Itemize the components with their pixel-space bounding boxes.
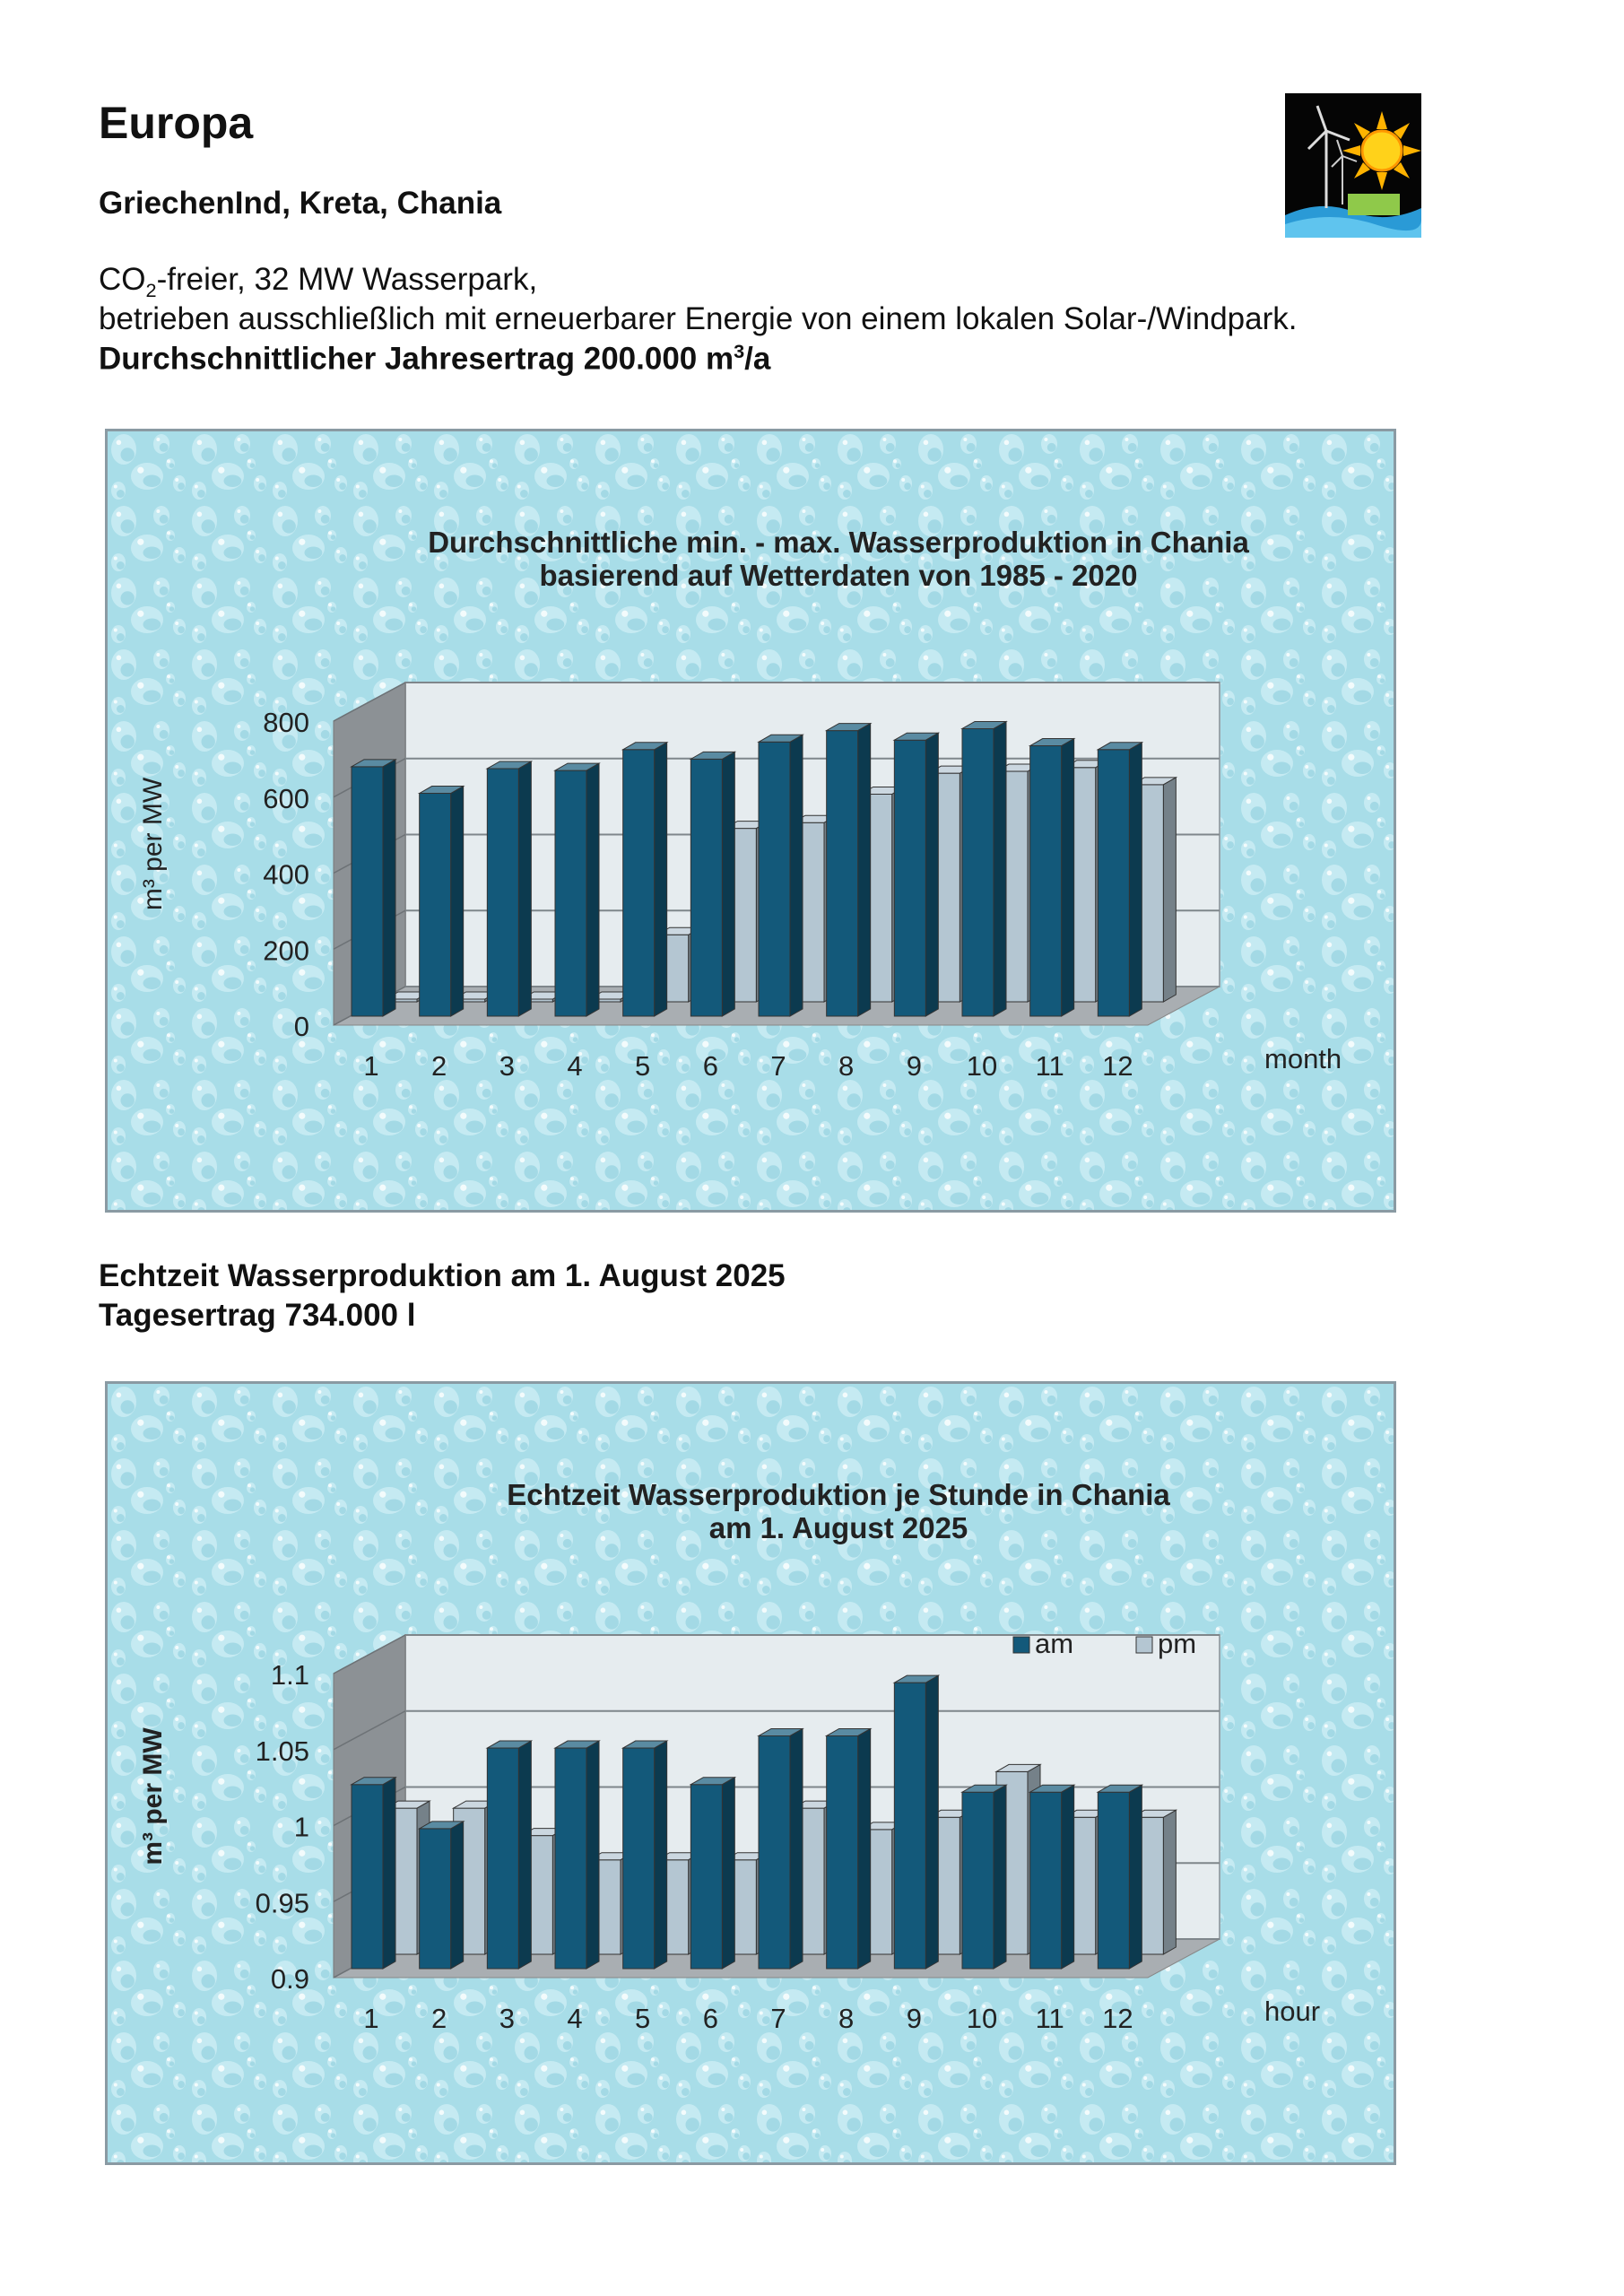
- description-line-2: betrieben ausschließlich mit erneuerbarer Energie von einem lokalen Solar-/Windpark.: [99, 301, 1298, 336]
- bar-front: [352, 1785, 383, 1969]
- bar-side: [1062, 1785, 1074, 1969]
- bar-side: [586, 763, 599, 1016]
- bar-side: [1163, 1810, 1176, 1954]
- bar-front: [420, 1829, 451, 1969]
- y-tick-label: 200: [263, 935, 309, 967]
- bar-front: [827, 1735, 858, 1969]
- x-tick-label: 8: [838, 1050, 855, 1082]
- x-tick-label: 5: [635, 2003, 651, 2034]
- y-axis-label: m³ per MW: [138, 1727, 168, 1866]
- chart-title: Echtzeit Wasserproduktion je Stunde in Chania: [507, 1478, 1170, 1511]
- bar: [894, 1675, 938, 1969]
- bar-side: [858, 1728, 871, 1969]
- bar-side: [383, 760, 395, 1016]
- y-tick-label: 600: [263, 782, 309, 814]
- x-tick-label: 3: [499, 1050, 515, 1082]
- x-tick-label: 11: [1035, 1050, 1064, 1082]
- bar: [759, 735, 803, 1016]
- bar-side: [655, 743, 667, 1016]
- x-tick-label: 6: [702, 1050, 718, 1082]
- bar-side: [1062, 739, 1074, 1016]
- y-tick-label: 1.05: [255, 1735, 309, 1767]
- bar-side: [518, 1741, 531, 1969]
- x-tick-label: 2: [431, 1050, 447, 1082]
- y-tick-label: 0.95: [255, 1887, 309, 1919]
- bar-front: [352, 767, 383, 1016]
- bar-front: [894, 1683, 925, 1969]
- bar: [1030, 1785, 1074, 1969]
- x-axis-label: month: [1264, 1043, 1342, 1074]
- bar-front: [690, 1785, 722, 1969]
- bar-side: [1129, 743, 1142, 1016]
- bar: [690, 1778, 734, 1969]
- bar-front: [962, 1792, 994, 1969]
- location-heading: GriechenInd, Kreta, Chania: [99, 186, 502, 221]
- solar-wind-logo-icon: [1285, 93, 1421, 238]
- bar-side: [722, 1778, 734, 1969]
- x-tick-label: 2: [431, 2003, 447, 2034]
- x-tick-label: 1: [363, 2003, 379, 2034]
- solar-wind-logo: [1285, 93, 1421, 238]
- bar: [352, 760, 395, 1016]
- legend-swatch-pm: [1136, 1637, 1152, 1653]
- chart-monthly: [108, 431, 1394, 1210]
- annual-yield: Durchschnittlicher Jahresertrag 200.000 $m^3/a$: [99, 340, 771, 377]
- bar: [690, 752, 734, 1016]
- x-tick-label: 4: [567, 1050, 583, 1082]
- page-title: Europa: [99, 98, 254, 148]
- x-tick-label: 12: [1102, 1050, 1133, 1082]
- bar-side: [925, 1675, 938, 1969]
- bar-side: [518, 761, 531, 1016]
- bar: [487, 761, 531, 1016]
- bar: [827, 1728, 871, 1969]
- bar-side: [383, 1778, 395, 1969]
- chart-monthly-frame: [105, 429, 1396, 1213]
- x-tick-label: 3: [499, 2003, 515, 2034]
- bar: [962, 721, 1006, 1016]
- y-tick-label: 0: [293, 1011, 309, 1042]
- x-tick-label: 1: [363, 1050, 379, 1082]
- y-tick-label: 1: [293, 1811, 309, 1843]
- legend-label: pm: [1158, 1628, 1197, 1659]
- x-tick-label: 6: [702, 2003, 718, 2034]
- bar: [623, 743, 667, 1016]
- bar-side: [994, 1785, 1006, 1969]
- bar: [1098, 743, 1142, 1016]
- bar-side: [655, 1741, 667, 1969]
- bar: [827, 724, 871, 1016]
- bar-front: [690, 759, 722, 1016]
- bar-front: [894, 740, 925, 1016]
- bar: [1030, 739, 1074, 1016]
- bar-side: [586, 1741, 599, 1969]
- bar: [420, 787, 464, 1016]
- bar: [894, 733, 938, 1016]
- y-tick-label: 800: [263, 707, 309, 738]
- daily-yield: Tagesertrag 734.000 l: [99, 1298, 416, 1333]
- y-tick-label: 1.1: [270, 1659, 309, 1691]
- bar-front: [1030, 1792, 1062, 1969]
- description-line-1: $CO_2$-freier, 32 MW Wasserpark,: [99, 262, 538, 301]
- bar-side: [858, 724, 871, 1016]
- y-tick-label: 0.9: [270, 1963, 309, 1995]
- bar-front: [1098, 1792, 1129, 1969]
- x-tick-label: 8: [838, 2003, 855, 2034]
- x-tick-label: 9: [906, 2003, 922, 2034]
- bar-front: [759, 1735, 790, 1969]
- bar-side: [451, 787, 464, 1016]
- chart-hourly: [108, 1384, 1394, 2162]
- y-axis-label: m³ per MW: [138, 777, 168, 911]
- x-tick-label: 10: [966, 2003, 998, 2034]
- bar-side: [925, 733, 938, 1016]
- bar-side: [451, 1822, 464, 1969]
- chart-subtitle: basierend auf Wetterdaten von 1985 - 2020: [539, 559, 1138, 592]
- bar-front: [1098, 750, 1129, 1016]
- bar-front: [827, 731, 858, 1016]
- x-tick-label: 5: [635, 1050, 651, 1082]
- bar: [487, 1741, 531, 1969]
- legend-swatch-am: [1013, 1637, 1029, 1653]
- bar-side: [1129, 1785, 1142, 1969]
- bar: [962, 1785, 1006, 1969]
- bar-front: [759, 742, 790, 1016]
- x-tick-label: 11: [1035, 2003, 1064, 2034]
- bar: [352, 1778, 395, 1969]
- chart-title: Durchschnittliche min. - max. Wasserproduktion in Chania: [428, 526, 1249, 559]
- bar-side: [790, 735, 803, 1016]
- bar: [420, 1822, 464, 1969]
- bar-front: [555, 1748, 586, 1969]
- bar-front: [623, 1748, 655, 1969]
- bar-front: [623, 750, 655, 1016]
- bar: [623, 1741, 667, 1969]
- x-tick-label: 12: [1102, 2003, 1133, 2034]
- x-axis-label: hour: [1264, 1996, 1321, 2027]
- bar-side: [994, 721, 1006, 1016]
- x-tick-label: 7: [770, 1050, 786, 1082]
- legend-label: am: [1035, 1628, 1074, 1659]
- bar-side: [722, 752, 734, 1016]
- chart-hourly-frame: [105, 1381, 1396, 2165]
- bar: [555, 1741, 599, 1969]
- y-tick-label: 400: [263, 858, 309, 891]
- x-tick-label: 10: [966, 1050, 998, 1082]
- bar-front: [487, 769, 518, 1016]
- bar-side: [1163, 778, 1176, 1002]
- bar-front: [555, 770, 586, 1016]
- bar-front: [487, 1748, 518, 1969]
- x-tick-label: 9: [906, 1050, 922, 1082]
- bar-front: [962, 728, 994, 1016]
- x-tick-label: 4: [567, 2003, 583, 2034]
- bar-side: [790, 1728, 803, 1969]
- bar-front: [1030, 746, 1062, 1016]
- bar: [759, 1728, 803, 1969]
- bar-front: [420, 794, 451, 1016]
- realtime-heading: Echtzeit Wasserproduktion am 1. August 2025: [99, 1258, 786, 1293]
- bar: [555, 763, 599, 1016]
- x-tick-label: 7: [770, 2003, 786, 2034]
- chart-subtitle: am 1. August 2025: [708, 1511, 968, 1544]
- bar: [1098, 1785, 1142, 1969]
